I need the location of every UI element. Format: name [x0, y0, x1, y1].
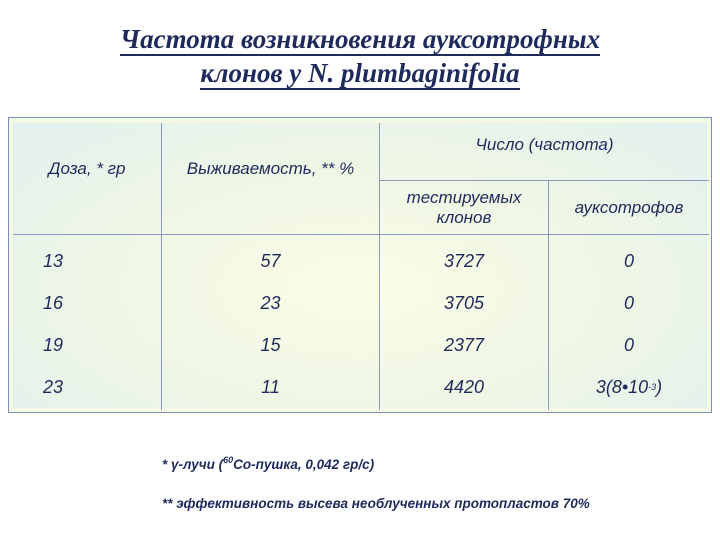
header-tested-clones: тестируемых клонов [406, 187, 522, 227]
cell-survival-row-4: 11 [261, 377, 280, 397]
header-divider [13, 234, 709, 235]
cell-auxotrophs-row-1: 0 [623, 251, 634, 271]
footnote-1 [162, 455, 374, 472]
cell-auxotrophs-row-3: 0 [623, 335, 634, 355]
cell-survival-row-2: 23 [260, 293, 281, 313]
footnote-1-suffix: Со-пушка, 0,042 гр/с) [233, 457, 375, 472]
cell-survival-row-1: 57 [260, 251, 281, 271]
data-table [8, 117, 712, 413]
footnote-1-prefix: * γ-лучи ( [162, 457, 224, 472]
cell-auxotrophs-row-4 [549, 375, 709, 399]
cell-survival-row-3: 15 [260, 335, 281, 355]
cell-dose-row-1: 13 [43, 251, 64, 271]
auxotrophs-row-4-base: 3(8•10 [595, 377, 649, 397]
page-title [0, 22, 720, 90]
cell-auxotrophs-row-2: 0 [623, 293, 634, 313]
header-auxotrophs: ауксотрофов [574, 197, 684, 217]
cell-dose-row-4: 23 [43, 377, 64, 397]
cell-tested-row-2: 3705 [443, 293, 485, 313]
cell-tested-row-1: 3727 [443, 251, 485, 271]
cell-tested-row-4: 4420 [443, 377, 485, 397]
cell-dose-row-2: 16 [43, 293, 64, 313]
header-survival: Выживаемость, ** % [186, 158, 355, 178]
table-body-area [13, 123, 707, 408]
footnote-1-isotope: 60 [223, 455, 234, 465]
header-dose: Доза, * гр [48, 158, 126, 178]
title-line-1: Частота возникновения ауксотрофных [119, 24, 601, 54]
auxotrophs-row-4-close: ) [656, 377, 663, 397]
header-count-group: Число (частота) [475, 134, 614, 154]
auxotrophs-row-4-exponent: -3 [648, 382, 657, 392]
footnote-2: ** эффективность высева необлученных протопластов 70% [162, 496, 590, 511]
title-line-2: клонов у N. plumbaginifolia [200, 58, 520, 88]
cell-tested-row-3: 2377 [443, 335, 485, 355]
cell-dose-row-3: 19 [43, 335, 64, 355]
